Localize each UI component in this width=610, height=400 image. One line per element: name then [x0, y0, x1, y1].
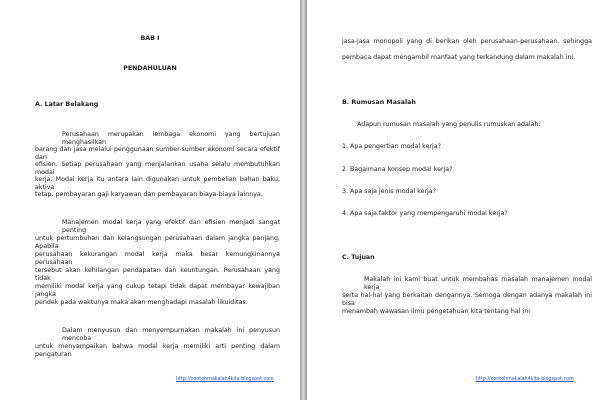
list-item: 3. Apa saja jenis modal kerja? — [342, 188, 436, 195]
section-a-heading: A. Latar Belakang — [35, 101, 99, 108]
paragraph-line: Dalam menyusun dan menyempurnakan makalah ini penyusun mencoba — [62, 327, 280, 342]
paragraph-line: Manajemen modal kerja yang efektif dan efisien menjadi sangat penting — [62, 219, 280, 234]
paragraph-line: untuk menyampaikan bahwa modal kerja memiliki arti penting dalam pengaturan — [35, 343, 280, 358]
list-item: 2. Bagaimana konsep modal kerja? — [342, 166, 453, 173]
left-page — [0, 0, 300, 400]
section-c-heading: C. Tujuan — [342, 254, 375, 261]
continuation-line: pembaca dapat mengambil manfaat yang terkandung dalam makalah ini. — [342, 54, 576, 61]
list-item: 4. Apa saja faktor yang mempengaruhi modal kerja? — [342, 210, 508, 217]
paragraph-line: efisien. Setiap perusahaan yang menjalankan usaha selalu membutuhkan modal — [35, 161, 280, 176]
right-page — [307, 0, 610, 400]
page-gutter — [300, 0, 307, 400]
section-b-intro: Adapun rumusan masalah yang penulis rumuskan adalah: — [357, 121, 541, 128]
paragraph-line: Perusahaan merupakan lembaga ekonomi yang bertujuan menghasilkan — [62, 131, 280, 146]
paragraph-line: memiliki modal kerja yang cukup tetapi tidak dapat membayar kewajiban jangka — [35, 283, 280, 298]
chapter-number: BAB I — [140, 35, 160, 42]
continuation-line: jasa-jasa monopoli yang di berikan oleh perusahaan-perusahaan. sehingga — [342, 38, 592, 45]
paragraph-line: menambah wawasan ilmu pengetahuan kita tentang hal ini — [342, 308, 530, 315]
section-b-heading: B. Rumusan Masalah — [342, 99, 416, 106]
footer-link[interactable]: http://contohmakalah4kita.blogspot.com — [176, 377, 274, 382]
footer-link[interactable]: http://contohmakalah4kita.blogspot.com — [476, 377, 574, 382]
paragraph-line: perusahaan kekurangan modal kerja maka besar kemungkinannya perusahaan — [35, 251, 280, 266]
chapter-title: PENDAHULUAN — [123, 65, 177, 72]
paragraph-line: Makalah ini kami buat untuk membahas masalah manajemen modal kerja — [364, 276, 592, 291]
paragraph-line: barang dan jasa melalui penggunaan sumber-sumber ekonomi secara efektif dan — [35, 146, 280, 161]
paragraph-line: untuk pertumbuhan dan kelangsungan perusahaan dalam jangka panjang. Apabila — [35, 235, 280, 250]
paragraph-line: tetap, pembayaran gaji karyawan dan pembayaran biaya-biaya lainnya. — [35, 191, 263, 198]
paragraph-line: tersebut akan kehilangan pendapatan dan keuntungan. Perusahaan yang tidak — [35, 267, 280, 282]
paragraph-line: pendek pada waktunya maka akan menghadapi masalah likuiditas. — [35, 299, 248, 306]
list-item: 1. Apa pengertian modal kerja? — [342, 143, 441, 150]
paragraph-line: serta hal-hal yang berkaitan dengannya. Semoga dengan adanya makalah ini bisa — [342, 292, 592, 307]
paragraph-line: kerja. Modal kerja itu antara lain digunakan untuk pembelian bahan baku, aktiva — [35, 176, 280, 191]
